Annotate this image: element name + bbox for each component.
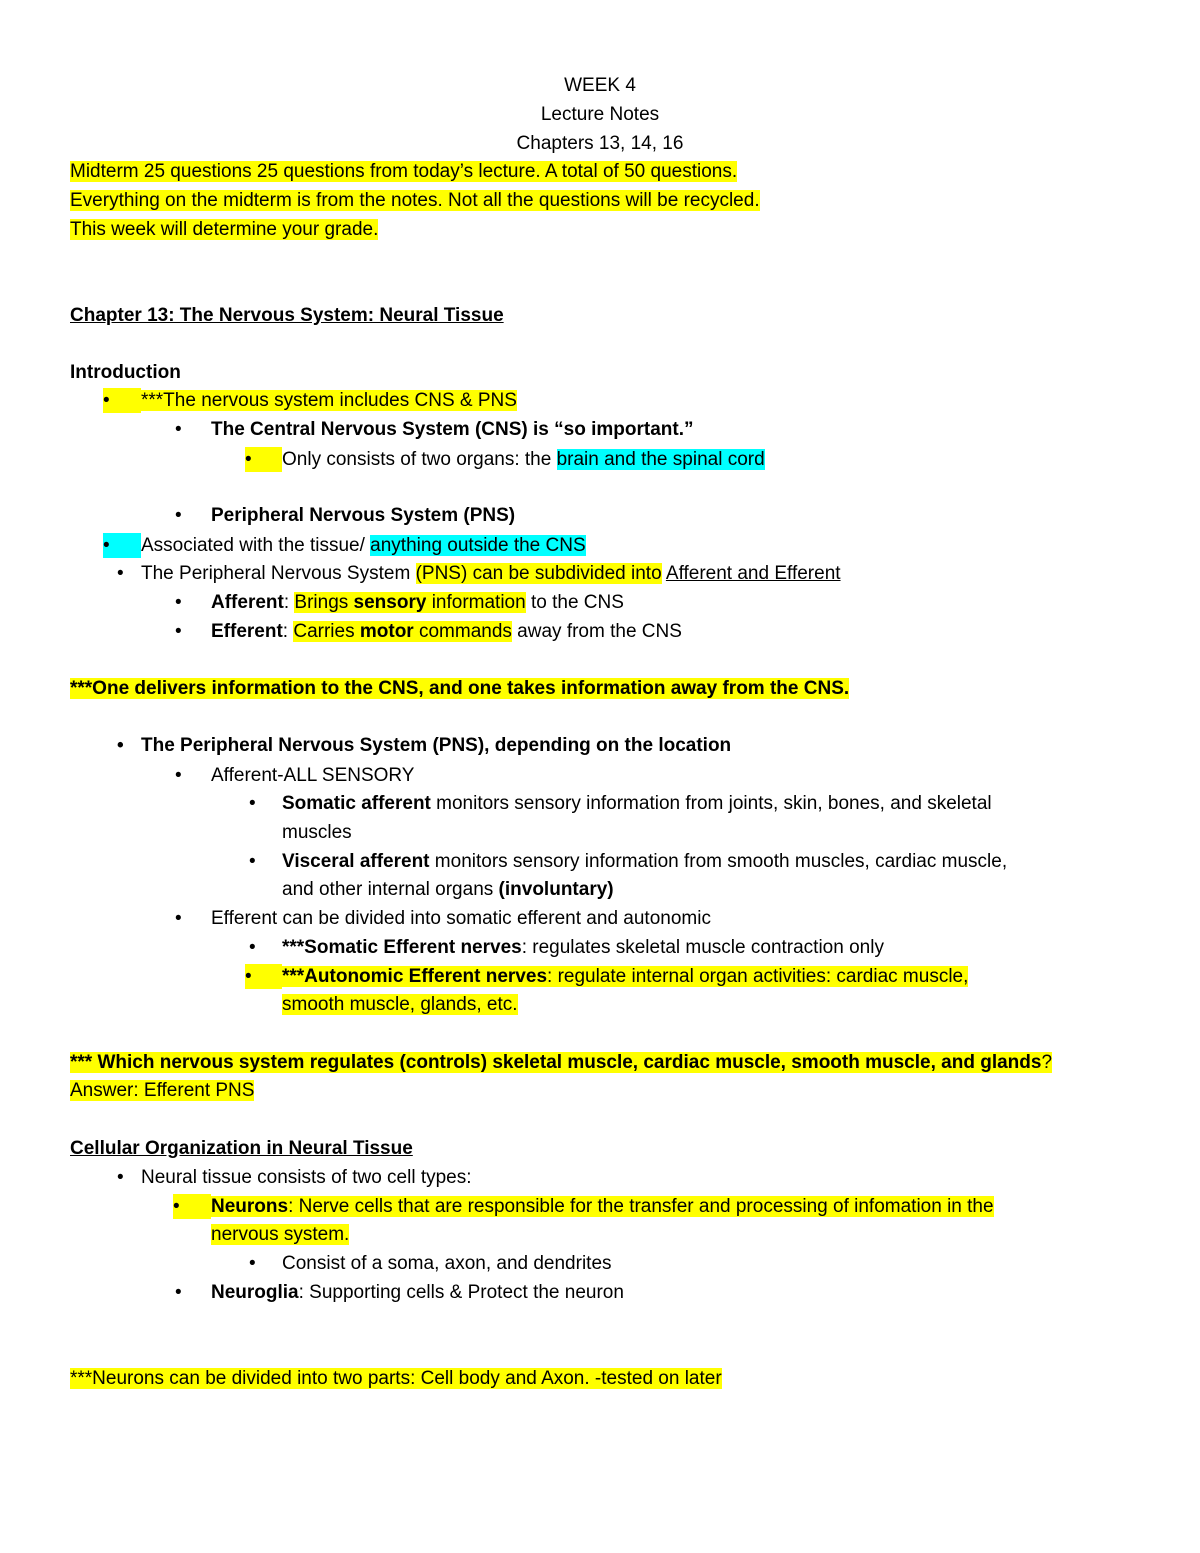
notice-line-3: This week will determine your grade.: [70, 219, 379, 240]
doc-week: WEEK 4: [564, 75, 636, 96]
efferent-item: Efferent: Carries motor commands away from the CNS: [211, 621, 682, 642]
somatic-efferent-item: ***Somatic Efferent nerves: regulates skeletal muscle contraction only: [282, 937, 884, 958]
question-note: *** Which nervous system regulates (controls) skeletal muscle, cardiac muscle, smooth muscle, and glands?: [70, 1052, 1053, 1073]
bullet-icon: •: [175, 592, 182, 613]
bullet-icon: •: [175, 1282, 182, 1303]
bullet-icon: •: [173, 1194, 211, 1219]
cns-item: The Central Nervous System (CNS) is “so important.”: [211, 419, 694, 440]
neurons-item: • Neurons: Nerve cells that are responsible for the transfer and processing of infomation in the: [173, 1196, 994, 1217]
efferent-divided-item: Efferent can be divided into somatic efferent and autonomic: [211, 908, 711, 929]
list-item-intro: • ***The nervous system includes CNS & PNS: [103, 390, 517, 411]
consist-item: Consist of a soma, axon, and dendrites: [282, 1253, 612, 1274]
bullet-icon: •: [175, 505, 182, 526]
chapter-13-heading: Chapter 13: The Nervous System: Neural Tissue: [70, 305, 504, 326]
neuroglia-item: Neuroglia: Supporting cells & Protect the neuron: [211, 1282, 624, 1303]
bullet-icon: •: [117, 563, 124, 584]
bullet-icon: •: [249, 793, 256, 814]
pns-item: Peripheral Nervous System (PNS): [211, 505, 516, 526]
afferent-item: Afferent: Brings sensory information to the CNS: [211, 592, 624, 613]
cellular-heading: Cellular Organization in Neural Tissue: [70, 1138, 413, 1159]
visceral-afferent-item-cont: and other internal organs (involuntary): [282, 879, 614, 900]
bullet-icon: •: [249, 937, 256, 958]
associated-item: • Associated with the tissue/ anything outside the CNS: [103, 535, 586, 556]
bullet-icon: •: [175, 419, 182, 440]
doc-subtitle: Lecture Notes: [540, 104, 660, 125]
notice-line-1: Midterm 25 questions 25 questions from today’s lecture. A total of 50 questions.: [70, 161, 738, 182]
bullet-icon: •: [175, 621, 182, 642]
cellular-intro-item: Neural tissue consists of two cell types:: [141, 1167, 472, 1188]
subdivide-item: The Peripheral Nervous System (PNS) can be subdivided into Afferent and Efferent: [141, 563, 841, 584]
doc-chapters: Chapters 13, 14, 16: [516, 133, 684, 154]
bullet-icon: •: [249, 851, 256, 872]
bullet-icon: •: [175, 908, 182, 929]
pns-location-item: The Peripheral Nervous System (PNS), depending on the location: [141, 735, 732, 756]
answer-note: Answer: Efferent PNS: [70, 1080, 255, 1101]
bullet-icon: •: [103, 533, 141, 558]
final-note: ***Neurons can be divided into two parts: Cell body and Axon. -tested on later: [70, 1368, 722, 1389]
bullet-icon: •: [249, 1253, 256, 1274]
autonomic-efferent-item: • ***Autonomic Efferent nerves: regulate internal organ activities: cardiac muscle,: [245, 966, 969, 987]
neurons-item-cont: nervous system.: [211, 1224, 350, 1245]
autonomic-efferent-item-cont: smooth muscle, glands, etc.: [282, 994, 518, 1015]
bullet-icon: •: [117, 1167, 124, 1188]
bullet-icon: •: [103, 388, 141, 413]
somatic-afferent-item-cont: muscles: [282, 822, 352, 843]
cns-detail: • Only consists of two organs: the brain and the spinal cord: [245, 449, 765, 470]
summary-note: ***One delivers information to the CNS, and one takes information away from the CNS.: [70, 678, 850, 699]
visceral-afferent-item: Visceral afferent monitors sensory information from smooth muscles, cardiac muscle,: [282, 851, 1008, 872]
bullet-icon: •: [175, 765, 182, 786]
bullet-icon: •: [245, 964, 282, 989]
bullet-icon: •: [245, 447, 282, 472]
afferent-all-item: Afferent-ALL SENSORY: [211, 765, 415, 786]
introduction-heading: Introduction: [70, 362, 181, 383]
notice-line-2: Everything on the midterm is from the notes. Not all the questions will be recycled.: [70, 190, 760, 211]
bullet-icon: •: [117, 735, 124, 756]
somatic-afferent-item: Somatic afferent monitors sensory information from joints, skin, bones, and skeletal: [282, 793, 992, 814]
